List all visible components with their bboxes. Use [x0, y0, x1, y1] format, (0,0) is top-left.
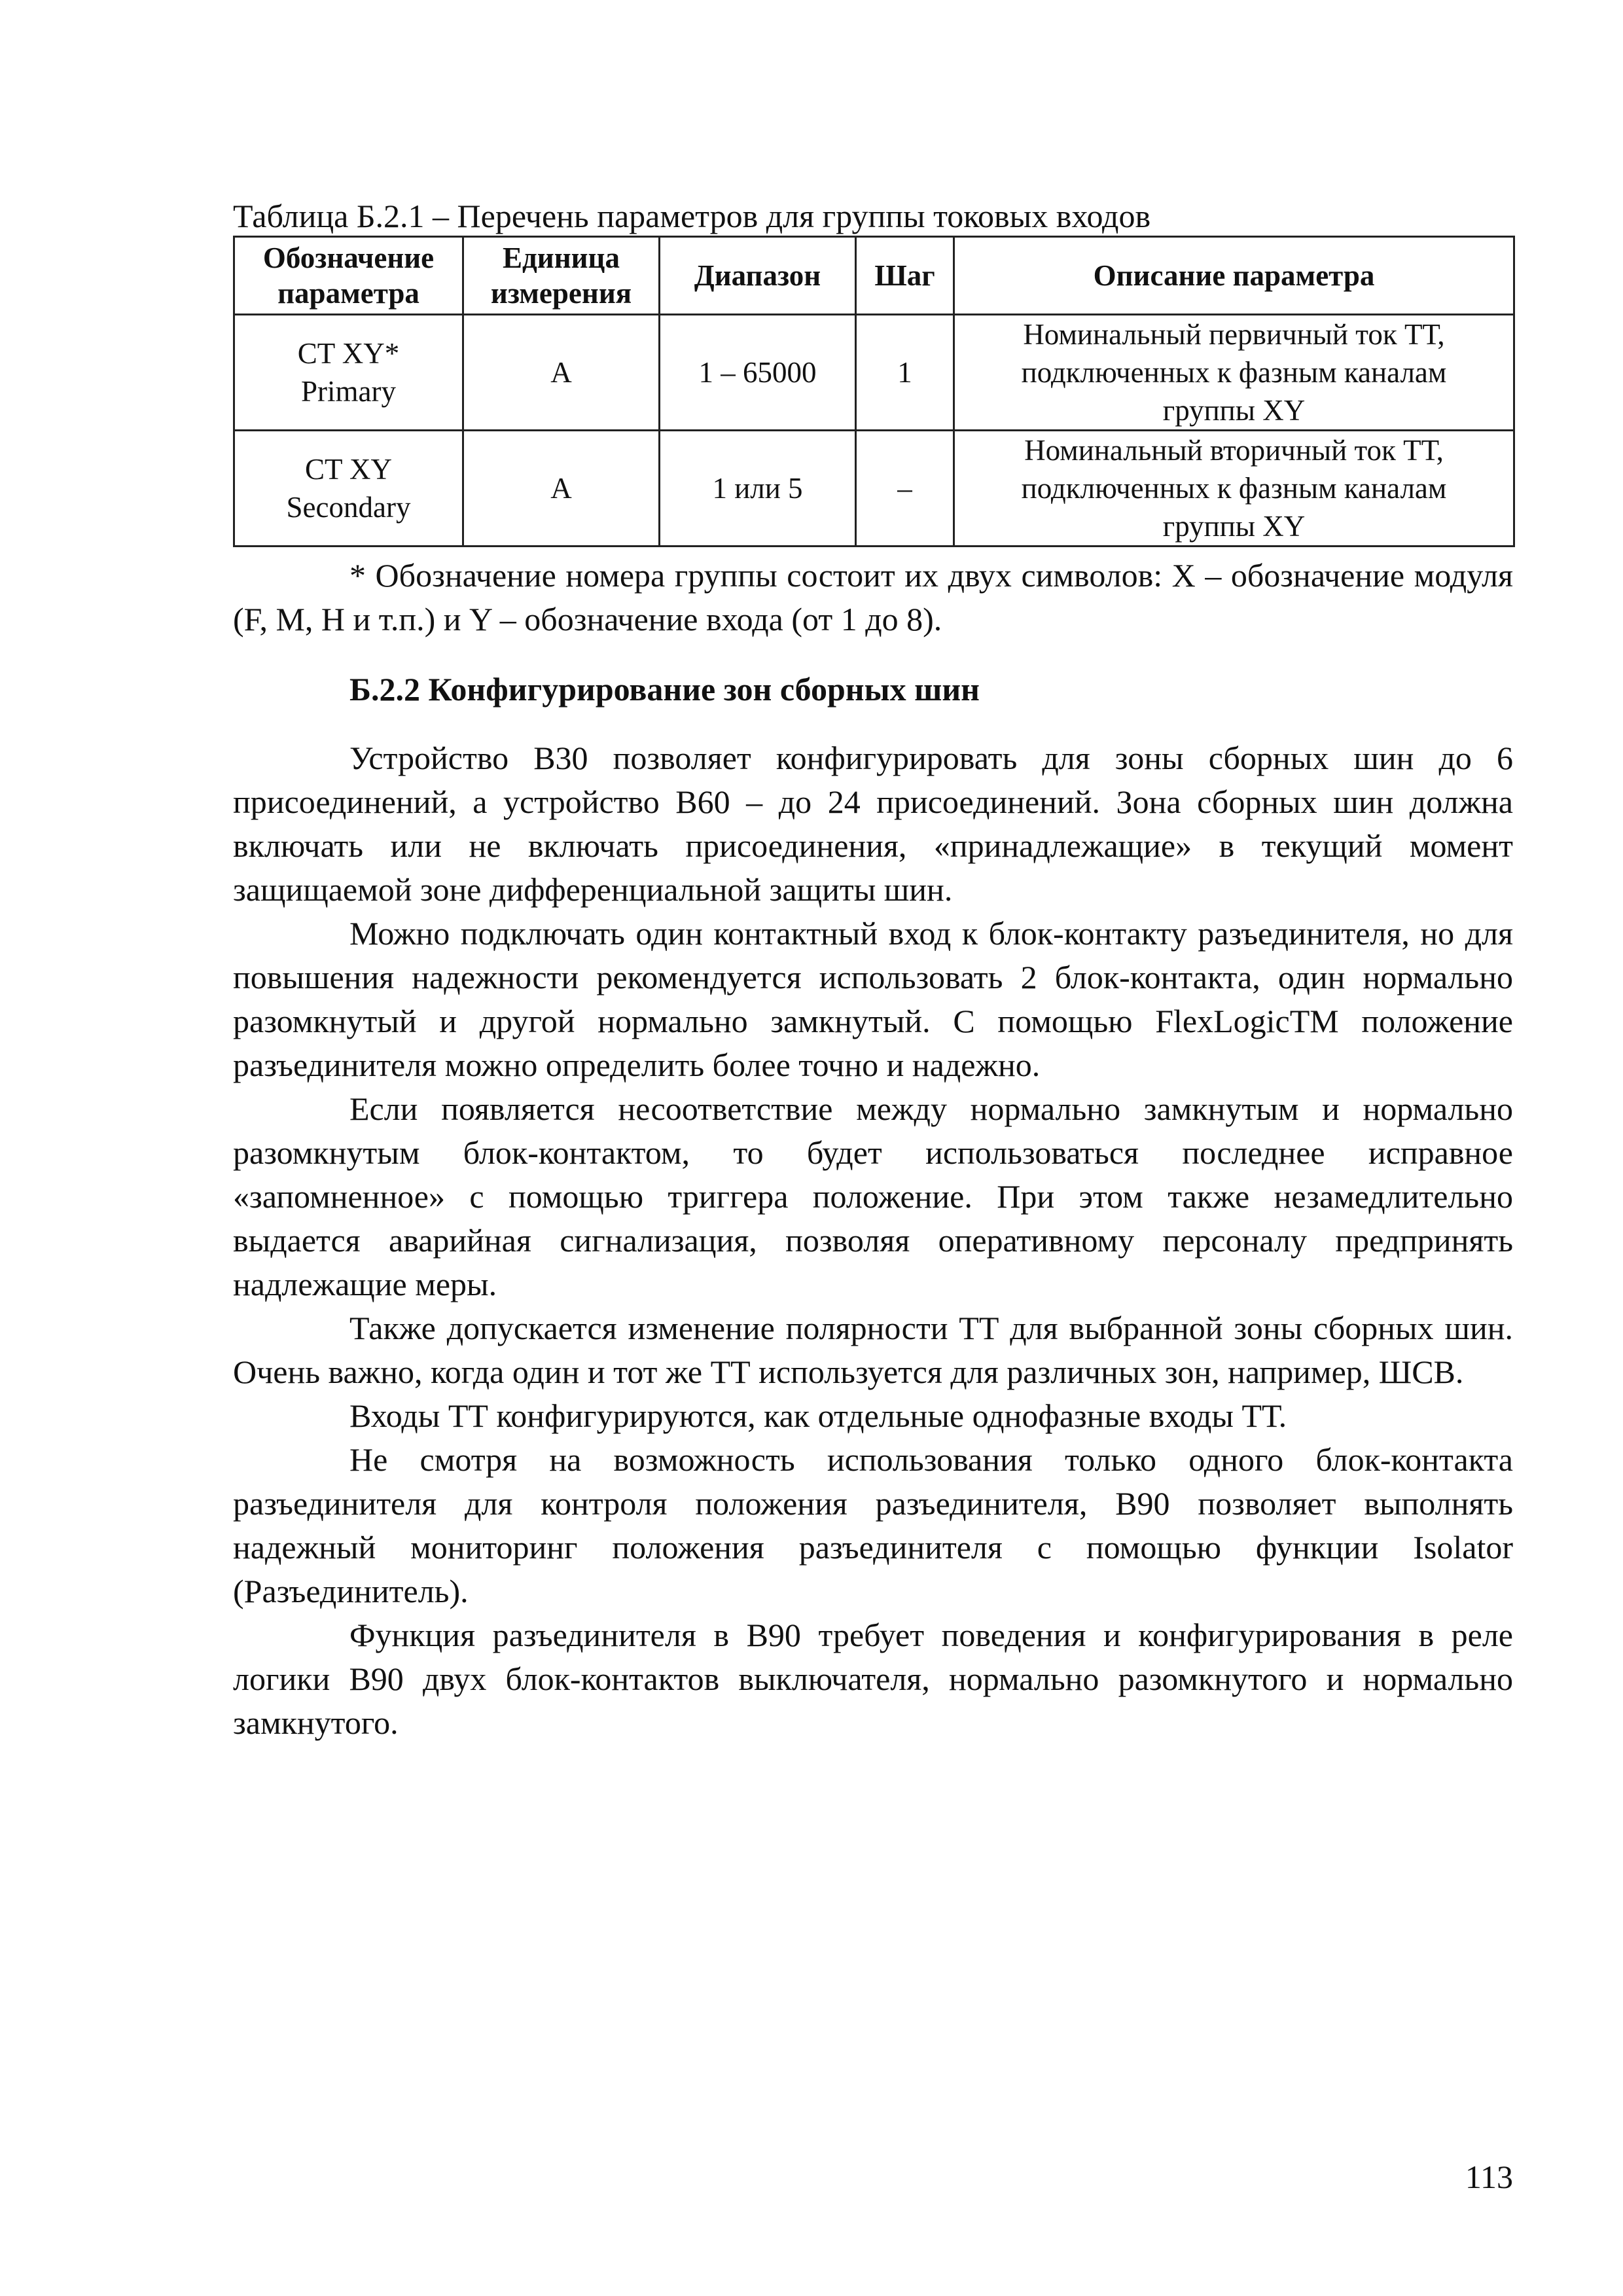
document-page	[233, 196, 1513, 1745]
cell-param-name: CT XY* Primary	[234, 315, 463, 431]
cell-step: 1	[856, 315, 954, 431]
paragraph: Не смотря на возможность использования только одного блок-контакта разъединителя для контроля положения разъединителя, B90 позволяет выполнять надежный мониторинг положения разъединителя с помощью функции Isolator (Разъединитель).	[233, 1441, 1513, 1609]
table-header-row	[234, 237, 1514, 315]
cell-description: Номинальный первичный ток ТТ, подключенных к фазным каналам группы XY	[954, 315, 1514, 431]
cell-unit: A	[463, 315, 660, 431]
paragraph: Если появляется несоответствие между нормально замкнутым и нормально разомкнутым блок-контактом, то будет использоваться последнее исправное «запомненное» с помощью триггера положение. При этом также незамедлительно выдается аварийная сигнализация, позволяя оперативному персоналу предпринять надлежащие меры.	[233, 1090, 1513, 1302]
paragraph: Входы ТТ конфигурируются, как отдельные однофазные входы ТТ.	[349, 1397, 1287, 1434]
paragraph: Функция разъединителя в B90 требует поведения и конфигурирования в реле логики B90 двух блок-контактов выключателя, нормально разомкнутого и нормально замкнутого.	[233, 1617, 1513, 1741]
table-footnote: * Обозначение номера группы состоит их двух символов: X – обозначение модуля (F, M, H и т.п.) и Y – обозначение входа (от 1 до 8).	[233, 557, 1513, 637]
table-row	[234, 315, 1514, 431]
current-inputs-parameter-table	[233, 236, 1515, 547]
cell-range: 1 или 5	[660, 431, 856, 547]
header-range: Диапазон	[660, 237, 856, 315]
section-heading: Б.2.2 Конфигурирование зон сборных шин	[349, 671, 980, 708]
paragraph: Можно подключать один контактный вход к блок-контакту разъединителя, но для повышения надежности рекомендуется использовать 2 блок-контакта, один нормально разомкнутый и другой нормально замкнутый. С помощью FlexLogicTM положение разъединителя можно определить более точно и надежно.	[233, 915, 1513, 1083]
paragraph: Устройство B30 позволяет конфигурировать для зоны сборных шин до 6 присоединений, а устройство B60 – до 24 присоединений. Зона сборных шин должна включать или не включать присоединения, «принадлежащие» в текущий момент защищаемой зоне дифференциальной защиты шин.	[233, 740, 1513, 908]
table-caption: Таблица Б.2.1 – Перечень параметров для группы токовых входов	[233, 198, 1151, 234]
paragraph: Также допускается изменение полярности ТТ для выбранной зоны сборных шин. Очень важно, когда один и тот же ТТ используется для различных зон, например, ШСВ.	[233, 1310, 1513, 1390]
header-description: Описание параметра	[954, 237, 1514, 315]
header-step: Шаг	[856, 237, 954, 315]
header-unit: Единица измерения	[463, 237, 660, 315]
page-number: 113	[1465, 2159, 1513, 2195]
cell-param-name: CT XY Secondary	[234, 431, 463, 547]
cell-description: Номинальный вторичный ток ТТ, подключенных к фазным каналам группы XY	[954, 431, 1514, 547]
cell-range: 1 – 65000	[660, 315, 856, 431]
cell-step: –	[856, 431, 954, 547]
header-param-designation: Обозначение параметра	[234, 237, 463, 315]
table-row	[234, 431, 1514, 547]
cell-unit: A	[463, 431, 660, 547]
